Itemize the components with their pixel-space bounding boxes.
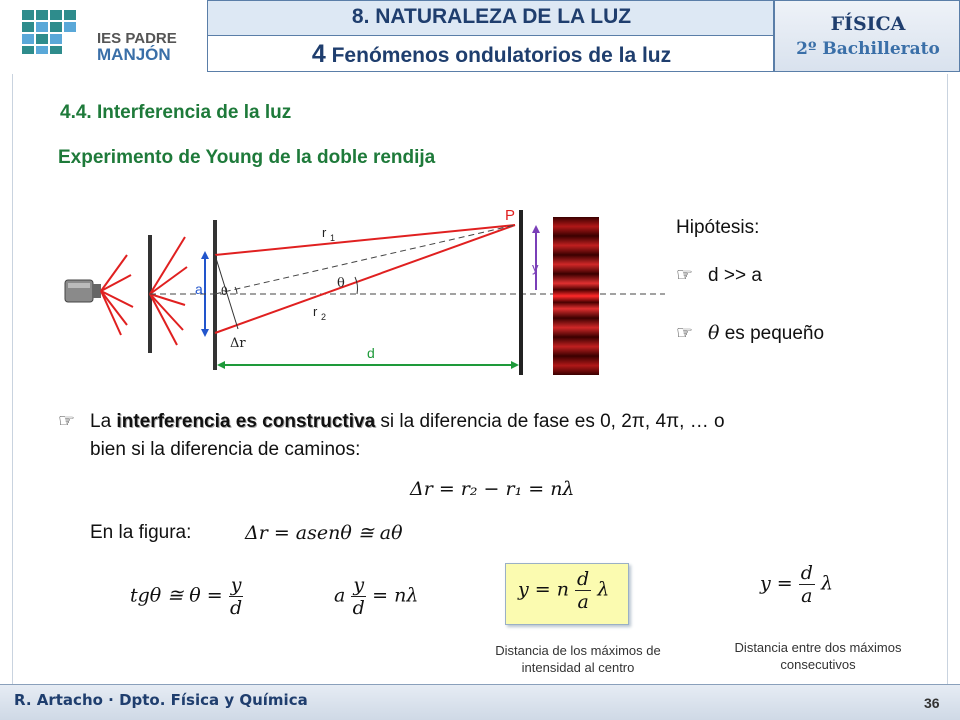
hypothesis-item-2	[676, 322, 824, 345]
subject-badge	[774, 0, 960, 72]
label-y: y	[532, 260, 539, 275]
pointing-hand-icon: ☞	[676, 323, 694, 344]
pointing-hand-icon: ☞	[676, 265, 694, 286]
chapter-title-bar	[207, 36, 774, 72]
school-name-line2: MANJÓN	[97, 45, 171, 64]
author-credit: R. Artacho · Dpto. Física y Química	[14, 691, 308, 709]
school-logo-icon	[22, 10, 92, 54]
footer-bar	[0, 684, 960, 720]
label-r1: r	[322, 225, 327, 240]
hypothesis-item-1	[676, 264, 762, 287]
hypothesis-theta: θ	[708, 322, 720, 344]
equation-fringe-spacing	[760, 562, 833, 607]
frac-den: a	[801, 585, 813, 607]
eq-y-right: λ	[597, 578, 610, 601]
chapter-title-text: Fenómenos ondulatorios de la luz	[331, 44, 672, 67]
course-title: 2º Bachillerato	[796, 39, 940, 59]
ray-r2	[215, 225, 515, 333]
label-r1-sub: 1	[330, 233, 336, 243]
slit-rays	[150, 237, 187, 345]
frac-num: y	[230, 574, 242, 596]
label-theta-small: θ	[221, 285, 228, 298]
fraction-y-over-d	[229, 574, 244, 619]
caption-consecutive-maxima: Distancia entre dos máximos consecutivos	[734, 640, 902, 672]
interference-fringes	[553, 217, 599, 375]
equation-tangent	[130, 574, 243, 619]
chapter-title	[208, 40, 775, 69]
frac-num: d	[800, 562, 813, 584]
equation-maxima-position	[518, 568, 609, 613]
para-line2: bien si la diferencia de caminos:	[90, 439, 361, 460]
equation-figure: Δr = asenθ ≅ aθ	[245, 522, 403, 544]
para-highlight: interferencia es constructiva	[116, 411, 376, 432]
label-d: d	[367, 345, 375, 361]
page-number: 36	[924, 695, 940, 711]
source-rays	[101, 255, 133, 335]
label-r2: r	[313, 304, 318, 319]
fraction-y-over-d	[351, 574, 366, 619]
label-r2-sub: 2	[321, 312, 327, 322]
eq-ad-right: = nλ	[372, 584, 419, 607]
figure-label: En la figura:	[90, 522, 192, 543]
para-post: si la diferencia de fase es 0, 2π, 4π, … o	[375, 411, 725, 432]
header-logo-area	[0, 0, 207, 72]
frac-den: a	[577, 591, 589, 613]
pointing-hand-icon: ☞	[58, 411, 76, 432]
school-name-line1: IES PADRE	[97, 30, 177, 47]
section-title: 4.4. Interferencia de la luz	[60, 102, 292, 123]
eq-tg-left: tgθ ≅ θ =	[130, 584, 223, 607]
constructive-paragraph	[58, 408, 908, 464]
hypothesis-text-2: es pequeño	[719, 323, 825, 344]
eq-dist-right: λ	[820, 572, 834, 595]
fraction-d-over-a	[799, 562, 815, 607]
label-theta: θ	[337, 276, 345, 291]
subject-title: FÍSICA	[830, 13, 906, 35]
ray-r1	[215, 225, 515, 255]
unit-title-bar	[207, 0, 774, 36]
frac-den: d	[352, 597, 365, 619]
frac-num: y	[353, 574, 365, 596]
label-P: P	[505, 207, 516, 224]
eq-y-left: y = n	[518, 578, 569, 601]
label-a: a	[195, 281, 203, 297]
caption-maxima-center: Distancia de los máximos de intensidad al centro	[495, 643, 661, 675]
unit-title: 8. NATURALEZA DE LA LUZ	[351, 5, 632, 28]
frac-den: d	[229, 597, 243, 619]
fraction-d-over-a	[575, 568, 591, 613]
school-name	[97, 31, 177, 63]
eq-dist-left: y =	[760, 572, 793, 595]
young-double-slit-diagram	[55, 195, 675, 385]
frac-num: d	[577, 568, 590, 590]
laser-source-icon	[65, 280, 101, 302]
equation-path-difference: Δr = r₂ − r₁ = nλ	[410, 478, 575, 500]
chapter-number: 4	[311, 40, 326, 68]
label-delta-r: Δr	[230, 336, 246, 351]
subsection-title: Experimento de Young de la doble rendija	[58, 147, 436, 168]
para-pre: La	[90, 411, 117, 432]
hypotheses-title: Hipótesis:	[676, 217, 760, 238]
eq-ad-prefix: a	[334, 584, 346, 607]
hypothesis-text-1: d >> a	[708, 265, 762, 286]
equation-a-y-over-d	[334, 574, 418, 619]
